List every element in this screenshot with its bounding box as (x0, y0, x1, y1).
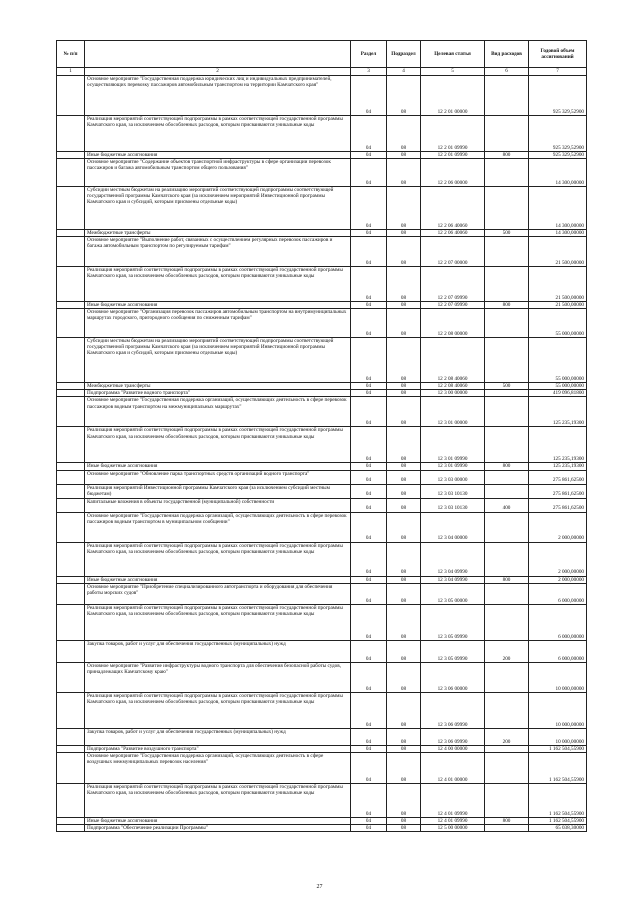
row-amount-cell: 925 329,52900 (529, 76, 587, 116)
table-row (57, 383, 587, 390)
row-exptype-cell: 400 (485, 498, 529, 512)
row-target-cell: 12 3 01 09990 (421, 463, 485, 470)
row-exptype-cell (485, 824, 529, 831)
row-section-cell: 04 (351, 745, 387, 752)
row-section-cell: 04 (351, 267, 387, 302)
row-amount-cell: 419 096,81800 (529, 390, 587, 397)
table-row (57, 745, 587, 752)
row-name-cell: Субсидии местным бюджетам на реализацию мероприятий соответствующей подпрограммы соответствующей государственной программы Камчатского края (за исключением мероприятий Инвестиционной программы Камчатского края и субсидий, которым присвоены отдельные коды) (85, 187, 351, 230)
row-num-cell (57, 817, 85, 824)
row-num-cell (57, 302, 85, 309)
row-section-cell: 04 (351, 302, 387, 309)
row-subsection-cell: 08 (387, 752, 421, 783)
row-exptype-cell (485, 752, 529, 783)
table-row (57, 728, 587, 745)
row-amount-cell: 10 000,00000 (529, 692, 587, 728)
row-num-cell (57, 237, 85, 267)
row-amount-cell: 2 000,00000 (529, 576, 587, 583)
row-subsection-cell: 08 (387, 542, 421, 576)
row-num-cell (57, 604, 85, 640)
header-num: № п/п (57, 41, 85, 68)
table-row (57, 512, 587, 542)
row-subsection-cell: 08 (387, 237, 421, 267)
row-exptype-cell (485, 583, 529, 604)
row-subsection-cell: 08 (387, 159, 421, 187)
row-section-cell: 04 (351, 397, 387, 427)
row-target-cell: 12 3 06 09990 (421, 728, 485, 745)
row-target-cell: 12 2 07 00000 (421, 237, 485, 267)
row-name-cell: Основное мероприятие "Государственная поддержка организаций, осуществляющих деятельность в сфере воздушных межмуниципальных перевозок населения" (85, 752, 351, 783)
table-row (57, 470, 587, 484)
row-target-cell: 12 2 06 00000 (421, 159, 485, 187)
row-subsection-cell: 08 (387, 302, 421, 309)
table-row (57, 159, 587, 187)
row-subsection-cell: 08 (387, 484, 421, 498)
row-subsection-cell: 08 (387, 662, 421, 692)
row-subsection-cell: 08 (387, 692, 421, 728)
row-name-cell: Основное мероприятие "Развитие инфраструктуры водного транспорта для обеспечения безопасной работы судов, принадлежащих Камчатскому краю" (85, 662, 351, 692)
table-row (57, 427, 587, 463)
row-target-cell: 12 3 03 00000 (421, 470, 485, 484)
row-amount-cell: 275 861,62500 (529, 470, 587, 484)
row-target-cell: 12 3 01 09990 (421, 427, 485, 463)
row-exptype-cell (485, 427, 529, 463)
row-exptype-cell (485, 397, 529, 427)
header-section: Раздел (351, 41, 387, 68)
page-number: 27 (316, 884, 323, 890)
row-exptype-cell (485, 116, 529, 152)
table-row (57, 692, 587, 728)
row-target-cell: 12 2 06 40060 (421, 187, 485, 230)
row-amount-cell: 55 000,00000 (529, 309, 587, 338)
column-numbers-row (57, 68, 587, 76)
row-amount-cell: 1 162 504,55900 (529, 745, 587, 752)
row-subsection-cell: 08 (387, 512, 421, 542)
row-num-cell (57, 745, 85, 752)
row-amount-cell: 21 500,00000 (529, 267, 587, 302)
row-section-cell: 04 (351, 390, 387, 397)
row-name-cell: Иные бюджетные ассигнования (85, 152, 351, 159)
row-num-cell (57, 542, 85, 576)
row-target-cell: 12 5 00 00000 (421, 824, 485, 831)
row-amount-cell: 21 500,00000 (529, 237, 587, 267)
row-subsection-cell: 08 (387, 427, 421, 463)
row-section-cell: 04 (351, 604, 387, 640)
row-section-cell: 04 (351, 230, 387, 237)
row-exptype-cell: 800 (485, 152, 529, 159)
row-num-cell (57, 230, 85, 237)
row-exptype-cell (485, 187, 529, 230)
row-section-cell: 04 (351, 752, 387, 783)
row-num-cell (57, 390, 85, 397)
row-exptype-cell: 800 (485, 463, 529, 470)
row-name-cell: Основное мероприятие "Государственная поддержка юридических лиц и индивидуальных предпринимателей, осуществляющих перевозку пассажиров автомобильным транспортом на территории Камчатского края" (85, 76, 351, 116)
row-num-cell (57, 397, 85, 427)
table-body (57, 76, 587, 832)
row-subsection-cell: 08 (387, 640, 421, 662)
row-section-cell: 04 (351, 783, 387, 817)
row-amount-cell: 275 861,62500 (529, 484, 587, 498)
row-subsection-cell: 08 (387, 783, 421, 817)
row-exptype-cell: 800 (485, 576, 529, 583)
table-row (57, 752, 587, 783)
row-name-cell: Реализация мероприятий соответствующей подпрограммы в рамках соответствующей государственной программы Камчатского края, за исключением обособленных расходов, которым присваиваются уникальные коды (85, 604, 351, 640)
row-name-cell: Иные бюджетные ассигнования (85, 576, 351, 583)
row-num-cell (57, 159, 85, 187)
table-row (57, 542, 587, 576)
row-subsection-cell: 08 (387, 267, 421, 302)
row-name-cell: Основное мероприятие "Организация перевозок пассажиров автомобильным транспортом на внутримуниципальных маршрутах городского, пригородного сообщения по сниженным тарифам" (85, 309, 351, 338)
row-exptype-cell (485, 309, 529, 338)
row-target-cell: 12 2 01 09990 (421, 152, 485, 159)
row-num-cell (57, 576, 85, 583)
table-row (57, 397, 587, 427)
row-target-cell: 12 2 07 09990 (421, 302, 485, 309)
row-exptype-cell: 800 (485, 302, 529, 309)
row-name-cell: Реализация мероприятий соответствующей подпрограммы в рамках соответствующей государственной программы Камчатского края, за исключением обособленных расходов, которым присваиваются уникальные коды (85, 783, 351, 817)
row-target-cell: 12 3 04 09990 (421, 542, 485, 576)
row-exptype-cell: 500 (485, 383, 529, 390)
row-subsection-cell: 08 (387, 116, 421, 152)
row-target-cell: 12 3 00 00000 (421, 390, 485, 397)
row-section-cell: 04 (351, 383, 387, 390)
row-amount-cell: 55 000,00000 (529, 383, 587, 390)
row-section-cell: 04 (351, 692, 387, 728)
row-num-cell (57, 583, 85, 604)
table-row (57, 309, 587, 338)
row-target-cell: 12 3 06 09990 (421, 692, 485, 728)
row-name-cell: Основное мероприятие "Приобретение специализированного автотранспорта и оборудования для обеспечения работы морских судов" (85, 583, 351, 604)
row-target-cell: 12 3 04 09990 (421, 576, 485, 583)
table-row (57, 187, 587, 230)
row-target-cell: 12 2 01 09990 (421, 116, 485, 152)
row-target-cell: 12 2 06 40060 (421, 230, 485, 237)
row-section-cell: 04 (351, 728, 387, 745)
row-subsection-cell: 08 (387, 76, 421, 116)
row-exptype-cell (485, 692, 529, 728)
row-num-cell (57, 309, 85, 338)
row-section-cell: 04 (351, 512, 387, 542)
row-amount-cell: 1 162 504,55900 (529, 783, 587, 817)
table-row (57, 390, 587, 397)
row-num-cell (57, 187, 85, 230)
row-subsection-cell: 08 (387, 463, 421, 470)
row-name-cell: Основное мероприятие "Государственная поддержка организаций, осуществляющих деятельность в сфере перевозок пассажиров водным транспортом в муниципальном сообщении" (85, 512, 351, 542)
row-amount-cell: 1 162 504,55900 (529, 817, 587, 824)
row-section-cell: 04 (351, 640, 387, 662)
row-section-cell: 04 (351, 824, 387, 831)
row-num-cell (57, 728, 85, 745)
row-name-cell: Иные бюджетные ассигнования (85, 302, 351, 309)
row-exptype-cell (485, 662, 529, 692)
row-amount-cell: 1 162 504,55900 (529, 752, 587, 783)
row-amount-cell: 14 300,00000 (529, 230, 587, 237)
row-target-cell: 12 2 08 40060 (421, 338, 485, 383)
col-number: 4 (387, 68, 421, 76)
header-name (85, 41, 351, 68)
row-num-cell (57, 783, 85, 817)
row-exptype-cell: 200 (485, 640, 529, 662)
row-num-cell (57, 267, 85, 302)
header-target: Целевая статья (421, 41, 485, 68)
row-subsection-cell: 08 (387, 390, 421, 397)
table-row (57, 604, 587, 640)
row-exptype-cell (485, 338, 529, 383)
row-subsection-cell: 08 (387, 824, 421, 831)
table-row (57, 640, 587, 662)
row-subsection-cell: 08 (387, 576, 421, 583)
row-num-cell (57, 512, 85, 542)
row-num-cell (57, 463, 85, 470)
row-exptype-cell (485, 604, 529, 640)
table-row (57, 338, 587, 383)
header-exptype: Вид расходов (485, 41, 529, 68)
row-name-cell: Реализация мероприятий соответствующей подпрограммы в рамках соответствующей государственной программы Камчатского края, за исключением обособленных расходов, которым присваиваются уникальные коды (85, 692, 351, 728)
row-name-cell: Подпрограмма "Обеспечение реализации Программы" (85, 824, 351, 831)
col-number: 2 (85, 68, 351, 76)
row-section-cell: 04 (351, 187, 387, 230)
row-name-cell: Реализация мероприятий Инвестиционной программы Камчатского края (за исключением субсидий местным бюджетам) (85, 484, 351, 498)
row-section-cell: 04 (351, 576, 387, 583)
row-target-cell: 12 4 01 09990 (421, 817, 485, 824)
row-section-cell: 04 (351, 338, 387, 383)
table-row (57, 302, 587, 309)
row-amount-cell: 55 000,00000 (529, 338, 587, 383)
row-subsection-cell: 08 (387, 583, 421, 604)
row-exptype-cell (485, 542, 529, 576)
row-name-cell: Реализация мероприятий соответствующей подпрограммы в рамках соответствующей государственной программы Камчатского края, за исключением обособленных расходов, которым присваиваются уникальные коды (85, 427, 351, 463)
row-name-cell: Закупка товаров, работ и услуг для обеспечения государственных (муниципальных) нужд (85, 640, 351, 662)
row-name-cell: Реализация мероприятий соответствующей подпрограммы в рамках соответствующей государственной программы Камчатского края, за исключением обособленных расходов, которым присваиваются уникальные коды (85, 542, 351, 576)
row-num-cell (57, 484, 85, 498)
row-section-cell: 04 (351, 309, 387, 338)
row-exptype-cell (485, 267, 529, 302)
row-amount-cell: 125 235,19300 (529, 427, 587, 463)
row-amount-cell: 65 038,30000 (529, 824, 587, 831)
row-exptype-cell: 200 (485, 728, 529, 745)
row-num-cell (57, 152, 85, 159)
row-name-cell: Закупка товаров, работ и услуг для обеспечения государственных (муниципальных) нужд (85, 728, 351, 745)
row-subsection-cell: 08 (387, 397, 421, 427)
row-subsection-cell: 08 (387, 498, 421, 512)
row-amount-cell: 6 000,00000 (529, 604, 587, 640)
row-num-cell (57, 824, 85, 831)
table-row (57, 576, 587, 583)
row-amount-cell: 125 235,19300 (529, 397, 587, 427)
row-section-cell: 04 (351, 662, 387, 692)
row-amount-cell: 925 329,52900 (529, 152, 587, 159)
row-num-cell (57, 338, 85, 383)
row-subsection-cell: 08 (387, 383, 421, 390)
row-amount-cell: 2 000,00000 (529, 512, 587, 542)
row-section-cell: 04 (351, 498, 387, 512)
row-section-cell: 04 (351, 817, 387, 824)
row-subsection-cell: 08 (387, 152, 421, 159)
row-target-cell: 12 2 08 00000 (421, 309, 485, 338)
row-subsection-cell: 08 (387, 338, 421, 383)
header-subsection: Подраздел (387, 41, 421, 68)
row-section-cell: 04 (351, 159, 387, 187)
table-row (57, 267, 587, 302)
table-row (57, 498, 587, 512)
row-num-cell (57, 76, 85, 116)
row-name-cell: Межбюджетные трансферты (85, 383, 351, 390)
row-target-cell: 12 3 05 09990 (421, 604, 485, 640)
row-name-cell: Подпрограмма "Развитие водного транспорта" (85, 390, 351, 397)
row-name-cell: Реализация мероприятий соответствующей подпрограммы в рамках соответствующей государственной программы Камчатского края, за исключением обособленных расходов, которым присваиваются уникальные коды (85, 267, 351, 302)
row-subsection-cell: 08 (387, 309, 421, 338)
row-name-cell: Иные бюджетные ассигнования (85, 817, 351, 824)
row-amount-cell: 14 300,00000 (529, 187, 587, 230)
row-num-cell (57, 498, 85, 512)
table-header-row (57, 41, 587, 68)
col-number: 5 (421, 68, 485, 76)
row-section-cell: 04 (351, 484, 387, 498)
table-row (57, 583, 587, 604)
row-exptype-cell (485, 470, 529, 484)
col-number: 3 (351, 68, 387, 76)
row-section-cell: 04 (351, 463, 387, 470)
row-name-cell: Основное мероприятие "Обновление парка транспортных средств организаций водного транспорта" (85, 470, 351, 484)
row-exptype-cell (485, 512, 529, 542)
row-subsection-cell: 08 (387, 728, 421, 745)
row-amount-cell: 10 000,00000 (529, 662, 587, 692)
row-exptype-cell (485, 237, 529, 267)
row-name-cell: Межбюджетные трансферты (85, 230, 351, 237)
table-row (57, 824, 587, 831)
col-number: 6 (485, 68, 529, 76)
table-row (57, 662, 587, 692)
table-row (57, 484, 587, 498)
row-target-cell: 12 3 03 10130 (421, 498, 485, 512)
row-exptype-cell (485, 390, 529, 397)
table-row (57, 237, 587, 267)
row-num-cell (57, 383, 85, 390)
row-exptype-cell (485, 159, 529, 187)
row-name-cell: Капитальные вложения в объекты государственной (муниципальной) собственности (85, 498, 351, 512)
row-subsection-cell: 08 (387, 187, 421, 230)
row-section-cell: 04 (351, 237, 387, 267)
row-amount-cell: 10 000,00000 (529, 728, 587, 745)
row-amount-cell: 14 300,00000 (529, 159, 587, 187)
row-target-cell: 12 3 03 10130 (421, 484, 485, 498)
row-section-cell: 04 (351, 152, 387, 159)
row-section-cell: 04 (351, 116, 387, 152)
row-amount-cell: 275 861,62500 (529, 498, 587, 512)
table-row (57, 783, 587, 817)
row-target-cell: 12 4 01 09990 (421, 783, 485, 817)
row-target-cell: 12 3 05 09990 (421, 640, 485, 662)
row-name-cell: Субсидии местным бюджетам на реализацию мероприятий соответствующей подпрограммы соответствующей государственной программы Камчатского края (за исключением мероприятий Инвестиционной программы Камчатского края и субсидий, которым присвоены отдельные коды) (85, 338, 351, 383)
row-target-cell: 12 4 00 00000 (421, 745, 485, 752)
row-amount-cell: 925 329,52900 (529, 116, 587, 152)
row-amount-cell: 125 235,19300 (529, 463, 587, 470)
row-name-cell: Основное мероприятие "Государственная поддержка организаций, осуществляющих деятельность в сфере перевозок пассажиров водным транспортом на межмуниципальных маршрутах" (85, 397, 351, 427)
header-amount: Годовой объем ассигнований (529, 41, 587, 68)
row-num-cell (57, 662, 85, 692)
table-row (57, 76, 587, 116)
row-num-cell (57, 640, 85, 662)
row-num-cell (57, 470, 85, 484)
row-exptype-cell (485, 76, 529, 116)
row-num-cell (57, 427, 85, 463)
row-subsection-cell: 08 (387, 745, 421, 752)
row-amount-cell: 2 000,00000 (529, 542, 587, 576)
row-section-cell: 04 (351, 470, 387, 484)
row-subsection-cell: 08 (387, 817, 421, 824)
row-name-cell: Основное мероприятие "Выполнение работ, связанных с осуществлением регулярных перевозок пассажиров и багажа автомобильным транспортом по регулируемым тарифам" (85, 237, 351, 267)
row-name-cell: Реализация мероприятий соответствующей подпрограммы в рамках соответствующей государственной программы Камчатского края, за исключением обособленных расходов, которым присваиваются уникальные коды (85, 116, 351, 152)
table-row (57, 116, 587, 152)
row-target-cell: 12 2 07 09990 (421, 267, 485, 302)
row-amount-cell: 6 000,00000 (529, 640, 587, 662)
row-section-cell: 04 (351, 542, 387, 576)
row-exptype-cell (485, 745, 529, 752)
row-num-cell (57, 752, 85, 783)
row-target-cell: 12 3 01 00000 (421, 397, 485, 427)
row-target-cell: 12 3 06 00000 (421, 662, 485, 692)
row-exptype-cell (485, 783, 529, 817)
row-name-cell: Иные бюджетные ассигнования (85, 463, 351, 470)
col-number: 7 (529, 68, 587, 76)
row-target-cell: 12 2 01 00000 (421, 76, 485, 116)
row-target-cell: 12 2 08 40060 (421, 383, 485, 390)
table-row (57, 817, 587, 824)
row-exptype-cell: 500 (485, 230, 529, 237)
row-section-cell: 04 (351, 583, 387, 604)
budget-table (56, 40, 587, 832)
row-target-cell: 12 3 05 00000 (421, 583, 485, 604)
table-row (57, 230, 587, 237)
table-row (57, 463, 587, 470)
row-exptype-cell: 800 (485, 817, 529, 824)
row-num-cell (57, 692, 85, 728)
row-subsection-cell: 08 (387, 230, 421, 237)
row-amount-cell: 21 500,00000 (529, 302, 587, 309)
row-num-cell (57, 116, 85, 152)
col-number: 1 (57, 68, 85, 76)
row-amount-cell: 6 000,00000 (529, 583, 587, 604)
row-name-cell: Подпрограмма "Развитие воздушного транспорта" (85, 745, 351, 752)
row-subsection-cell: 08 (387, 470, 421, 484)
row-target-cell: 12 3 04 00000 (421, 512, 485, 542)
row-target-cell: 12 4 01 00000 (421, 752, 485, 783)
row-exptype-cell (485, 484, 529, 498)
row-section-cell: 04 (351, 427, 387, 463)
table-row (57, 152, 587, 159)
row-section-cell: 04 (351, 76, 387, 116)
row-name-cell: Основное мероприятие "Содержание объектов транспортной инфраструктуры в сфере организации перевозок пассажиров и багажа автомобильным транспортом общего пользования" (85, 159, 351, 187)
row-subsection-cell: 08 (387, 604, 421, 640)
